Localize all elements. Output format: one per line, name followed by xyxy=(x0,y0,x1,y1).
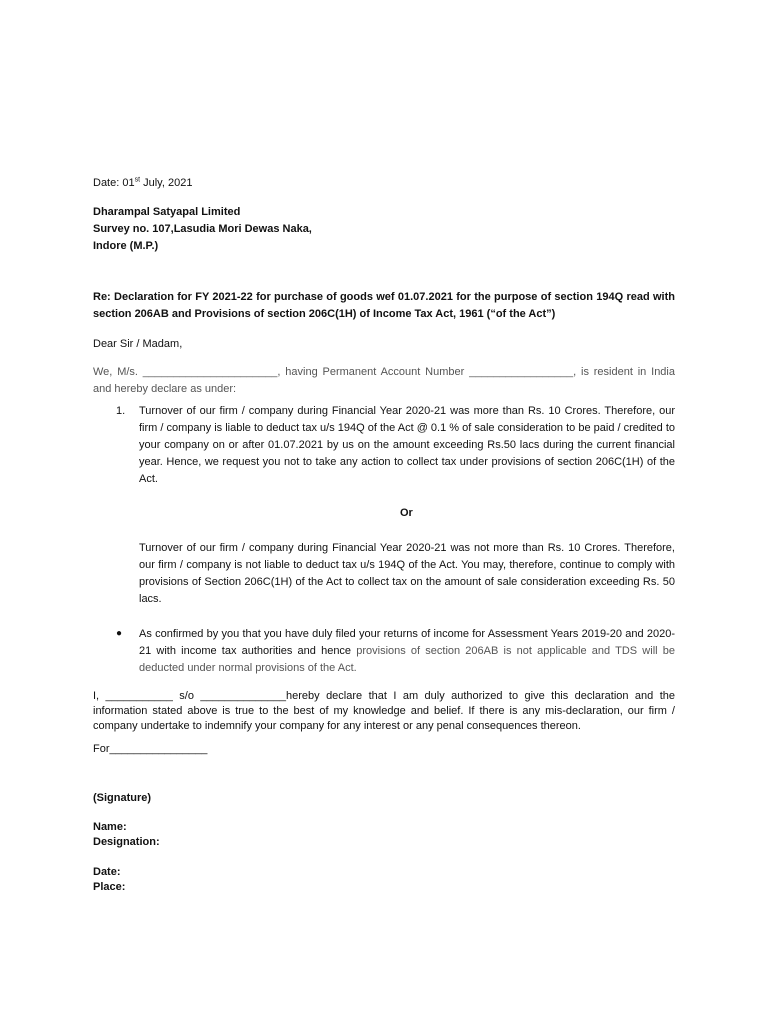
item-1-number: 1. xyxy=(116,405,126,417)
or-separator: Or xyxy=(400,507,413,519)
designation-field-label: Designation: xyxy=(93,836,160,848)
address-company: Dharampal Satyapal Limited xyxy=(93,206,241,218)
intro-paragraph: We, M/s. ______________________, having Permanent Account Number _________________, is resident in India and hereby declare as under: xyxy=(93,366,675,395)
place-field-label: Place: xyxy=(93,881,126,893)
bullet-text-dark: As confirmed by you that you have duly filed your returns of income for Assessment Years 2019-20 and 2020-21 with income tax authorities and hence xyxy=(139,628,675,657)
date-field-label: Date: xyxy=(93,866,121,878)
subject-line: Re: Declaration for FY 2021-22 for purchase of goods wef 01.07.2021 for the purpose of section 194Q read with section 206AB and Provisions of section 206C(1H) of Income Tax Act, 1961 (“of the Act”) xyxy=(93,291,675,320)
address-line-2: Indore (M.P.) xyxy=(93,240,159,252)
alternative-paragraph: Turnover of our firm / company during Financial Year 2020-21 was not more than Rs. 10 Crores. Therefore, our firm / company is not liable to deduct tax u/s 194Q of the Act. You may, therefore, continue to comply with provisions of Section 206C(1H) of the Act to collect tax on the amount of sale consideration exceeding Rs. 50 lacs. xyxy=(139,542,675,605)
name-field-label: Name: xyxy=(93,821,127,833)
bullet-icon: ● xyxy=(116,628,123,639)
date-line: Date: 01st July, 2021 xyxy=(93,176,193,189)
signature-label: (Signature) xyxy=(93,792,152,804)
declaration-paragraph: I, ___________ s/o ______________hereby declare that I am duly authorized to give this declaration and the information stated above is true to the best of my knowledge and belief. If there is any mis-declaration, our firm / company undertake to indemnify your company for any interest or any penal consequences thereon. xyxy=(93,690,675,732)
for-line: For________________ xyxy=(93,743,208,755)
bullet-item-text xyxy=(139,626,675,677)
salutation: Dear Sir / Madam, xyxy=(93,338,183,350)
item-1-text: Turnover of our firm / company during Financial Year 2020-21 was more than Rs. 10 Crores. Therefore, our firm / company is liable to deduct tax u/s 194Q of the Act @ 0.1 % of sale consideration to be paid / credited to your company on or after 01.07.2021 by us on the amount exceeding Rs.50 lacs during the current financial year. Hence, we request you not to take any action to collect tax under provisions of section 206C(1H) of the Act. xyxy=(139,405,675,485)
address-line-1: Survey no. 107,Lasudia Mori Dewas Naka, xyxy=(93,223,312,235)
bullet-text-grey: provisions of section 206AB is not applicable and TDS will be deducted under normal provisions of the Act. xyxy=(139,645,675,674)
